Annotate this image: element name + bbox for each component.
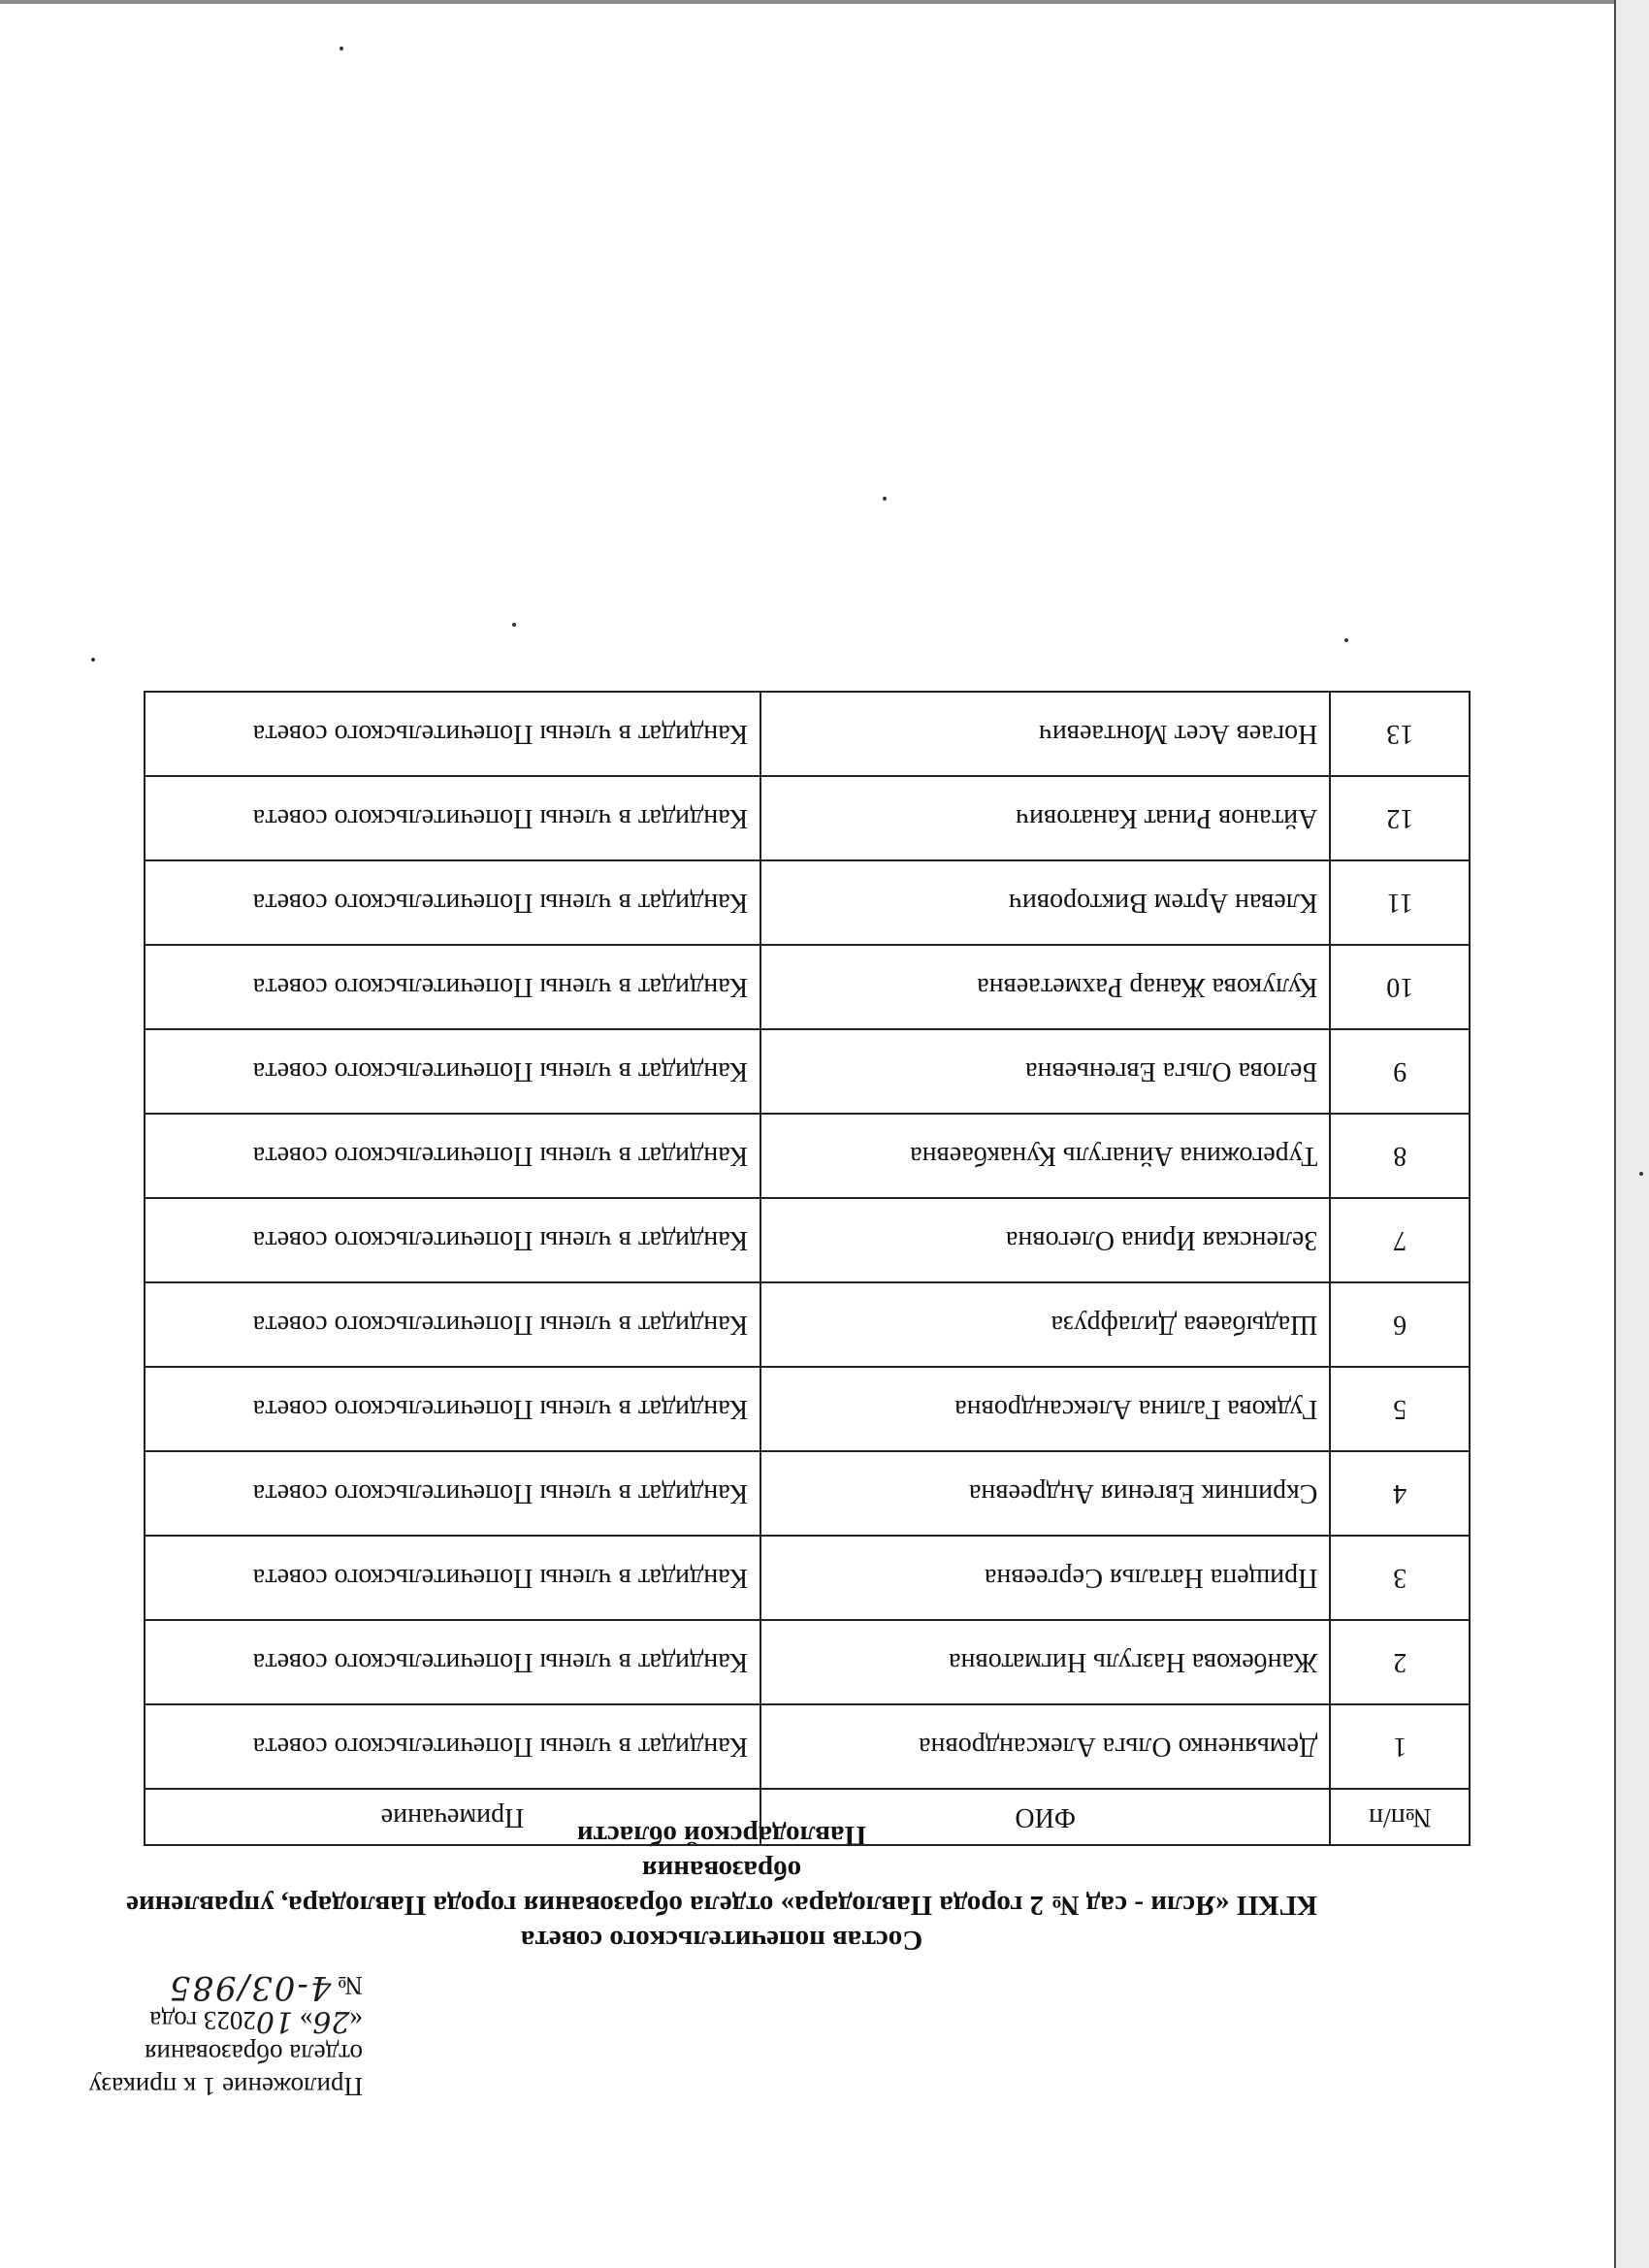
row-note: Кандидат в члены Попечительского совета	[145, 1282, 760, 1367]
row-num: 8	[1330, 1114, 1470, 1198]
table-row	[145, 1620, 1470, 1704]
appendix-line-1: Приложение 1 к приказу	[88, 2072, 363, 2101]
row-note: Кандидат в члены Попечительского совета	[145, 1114, 760, 1198]
date-year: 2023 года	[149, 2006, 256, 2035]
row-num: 3	[1330, 1536, 1470, 1620]
table-row	[145, 1536, 1470, 1620]
date-day-handwritten: 26	[312, 2004, 350, 2038]
table-row	[145, 1029, 1470, 1114]
row-note: Кандидат в члены Попечительского совета	[145, 692, 760, 776]
row-name: Прищепа Наталья Сергеевна	[760, 1536, 1330, 1620]
row-note: Кандидат в члены Попечительского совета	[145, 860, 760, 945]
table-row	[145, 1282, 1470, 1367]
table-row	[145, 692, 1470, 776]
row-name: Айтанов Ринат Канатович	[760, 776, 1330, 860]
table-row	[145, 860, 1470, 945]
scan-right-edge	[1614, 0, 1649, 2268]
order-number-handwritten: 4-03/985	[167, 1968, 332, 2007]
row-name: Скрипник Евгения Андреевна	[760, 1451, 1330, 1536]
row-name: Турегожина Айнагуль Кунакбаевна	[760, 1114, 1330, 1198]
row-name: Белова Ольга Евгеньевна	[760, 1029, 1330, 1114]
table-row	[145, 1451, 1470, 1536]
title-line-1: Состав попечительского совета	[520, 1925, 923, 1956]
table-row	[145, 776, 1470, 860]
table-row	[145, 945, 1470, 1029]
row-num: 1	[1330, 1704, 1470, 1789]
header-name: ФИО	[760, 1789, 1330, 1845]
row-num: 13	[1330, 692, 1470, 776]
order-number	[43, 1968, 363, 2007]
row-num: 7	[1330, 1198, 1470, 1282]
header-note: Примечание	[145, 1789, 760, 1845]
date-quote-close: »	[299, 2006, 313, 2035]
row-note: Кандидат в члены Попечительского совета	[145, 1536, 760, 1620]
row-num: 10	[1330, 945, 1470, 1029]
row-num: 9	[1330, 1029, 1470, 1114]
row-num: 2	[1330, 1620, 1470, 1704]
row-note: Кандидат в члены Попечительского совета	[145, 1029, 760, 1114]
row-name: Зеленская Ирина Олеговна	[760, 1198, 1330, 1282]
table-row	[145, 1114, 1470, 1198]
row-note: Кандидат в члены Попечительского совета	[145, 945, 760, 1029]
header-num: №п/п	[1330, 1789, 1470, 1845]
title-line-2: КГКП «Ясли - сад № 2 города Павлодара» отдела образования города Павлодара, управление образования	[126, 1855, 1317, 1921]
row-note: Кандидат в члены Попечительского совета	[145, 1451, 760, 1536]
row-name: Клеван Артем Викторович	[760, 860, 1330, 945]
row-num: 5	[1330, 1367, 1470, 1451]
row-name: Жанбекова Назгуль Нигматовна	[760, 1620, 1330, 1704]
row-name: Демьяненко Ольга Александровна	[760, 1704, 1330, 1789]
table-header-row	[145, 1789, 1470, 1845]
row-num: 11	[1330, 860, 1470, 945]
row-note: Кандидат в члены Попечительского совета	[145, 1367, 760, 1451]
row-note: Кандидат в члены Попечительского совета	[145, 1620, 760, 1704]
appendix-line-2: отдела образования	[145, 2039, 363, 2068]
date-month-handwritten: 10	[255, 2004, 294, 2038]
order-number-label: №	[338, 1971, 363, 2000]
table-row	[145, 1367, 1470, 1451]
appendix-date	[43, 2004, 363, 2037]
row-note: Кандидат в члены Попечительского совета	[145, 1198, 760, 1282]
row-name: Шадыбаева Дилафруза	[760, 1282, 1330, 1367]
row-note: Кандидат в члены Попечительского совета	[145, 1704, 760, 1789]
row-name: Ногаев Асет Монтаевич	[760, 692, 1330, 776]
row-name: Гудкова Галина Александровна	[760, 1367, 1330, 1451]
table-row	[145, 1198, 1470, 1282]
title-line-3: Павлодарской области	[576, 1820, 867, 1851]
table-row	[145, 1704, 1470, 1789]
members-table	[144, 691, 1471, 1846]
row-name: Кулукова Жанар Рахметаевна	[760, 945, 1330, 1029]
appendix-block	[43, 1969, 363, 2103]
date-quote-open: «	[349, 2006, 363, 2035]
row-num: 6	[1330, 1282, 1470, 1367]
scan-speck	[1639, 1172, 1643, 1176]
row-num: 4	[1330, 1451, 1470, 1536]
row-note: Кандидат в члены Попечительского совета	[145, 776, 760, 860]
row-num: 12	[1330, 776, 1470, 860]
